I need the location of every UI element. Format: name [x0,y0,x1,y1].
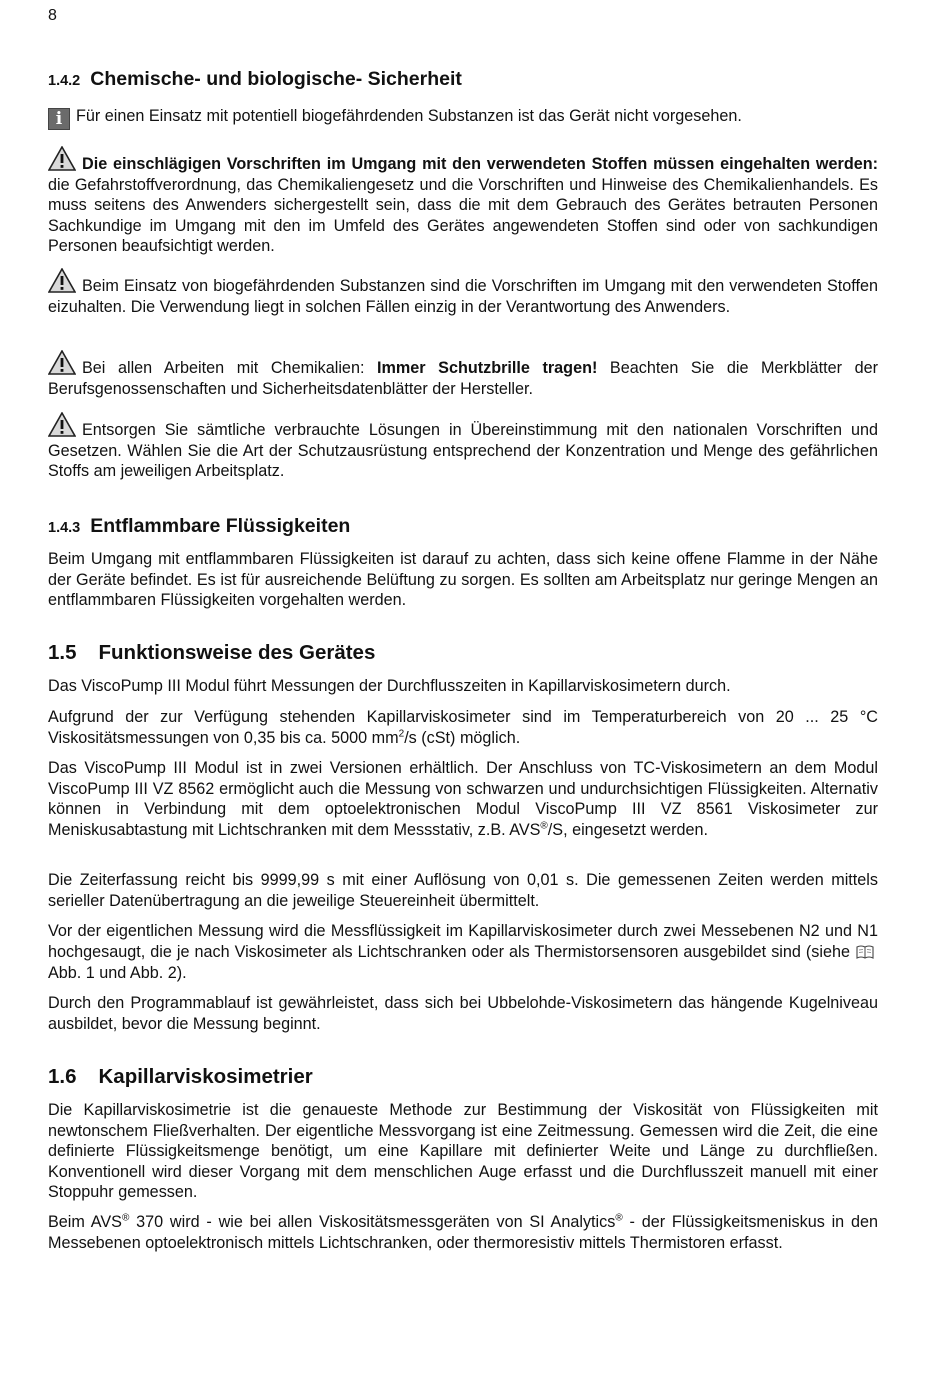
warning-4-text: Entsorgen Sie sämtliche verbrauchte Lösungen in Übereinstimmung mit den nationalen Vorschriften und Gesetzen. Wählen Sie die Art der Schutzausrüstung entsprechend der Konzentration und Menge des gefährlichen Stoffs am jeweiligen Arbeitsplatz. [48,421,878,480]
warning-2-text: Beim Einsatz von biogefährdenden Substanzen sind die Vorschriften im Umgang mit den verwendeten Stoffen eizuhalten. Die Verwendung liegt in solchen Fällen einzig in der Verantwortung des Anwenders. [48,277,878,316]
section-heading-1-4-3 [48,514,350,540]
warning-icon [48,350,76,375]
superscript: 2 [398,728,405,740]
warning-1-text: die Gefahrstoffverordnung, das Chemikaliengesetz und die Vorschriften und Hinweise des Chemikalienhandels. Es muss seitens des Anwenders sichergestellt sein, dass die mit dem Gebrauch des Gerätes betrauten Personen Sachkundige im Umgang mit den im Umfeld des Gerätes angewendeten Stoffen sind oder von sachkundigen Personen beaufsichtigt werden. [48,175,878,255]
section-title: Entflammbare Flüssigkeiten [90,515,351,537]
text-run: Beim AVS [48,1213,122,1231]
section-title: Kapillarviskosimetrier [98,1065,313,1088]
section-title: Funktionsweise des Gerätes [98,641,376,664]
text-run: Aufgrund der zur Verfügung stehenden Kapillarviskosimeter sind im Temperaturbereich von 20 ... 25 °C Viskositätsmessungen von 0,35 bis ca. 5000 mm [48,708,878,747]
paragraph [48,758,878,840]
book-icon [856,944,874,962]
paragraph [48,921,878,984]
warning-icon [48,146,76,171]
paragraph: Beim Umgang mit entflammbaren Flüssigkeiten ist darauf zu achten, dass sich keine offene Flamme in der Nähe der Geräte befindet. Es ist für ausreichende Belüftung zu sorgen. Es sollten am Arbeitsplatz nur geringe Mengen an entflammbaren Flüssigkeiten vorgehalten werden. [48,550,878,609]
section-number: 1.4.3 [48,520,81,536]
text-run: /s (cSt) möglich. [404,728,521,747]
superscript: ® [121,1212,130,1224]
paragraph [48,707,878,748]
warning-3-bold: Immer Schutzbrille tragen! [377,359,598,377]
warning-3-post: Beachten Sie die Merkblätter der Berufsgenossenschaften und Sicherheitsdatenblätter der Hersteller. [48,359,878,398]
info-note [48,106,878,130]
warning-note-1 [48,146,878,257]
paragraph: Durch den Programmablauf ist gewährleistet, dass sich bei Ubbelohde-Viskosimetern das hängende Kugelniveau ausbildet, bevor die Messung beginnt. [48,994,878,1033]
superscript: ® [540,820,548,832]
warning-icon [48,268,76,293]
text-run: Abb. 1 und Abb. 2). [48,964,187,982]
text-run: 370 wird - wie bei allen Viskositätsmessgeräten von SI Analytics [129,1213,616,1231]
warning-3-pre: Bei allen Arbeiten mit Chemikalien: [82,359,378,377]
section-heading-1-5 [48,641,375,665]
warning-1-bold: Die einschlägigen Vorschriften im Umgang mit den verwendeten Stoffen müssen eingehalten werden: [82,155,878,173]
text-run: - der Flüssigkeitsmeniskus in den Messebenen optoelektronisch mittels Lichtschranken, oder thermoresistiv mittels Thermistoren erfasst. [48,1213,878,1252]
paragraph: Die Zeiterfassung reicht bis 9999,99 s mit einer Auflösung von 0,01 s. Die gemessenen Zeiten werden mittels serieller Datenübertragung an die jeweilige Steuereinheit übermittelt. [48,871,878,910]
paragraph: Das ViscoPump III Modul führt Messungen der Durchflusszeiten in Kapillarviskosimetern durch. [48,677,731,695]
info-note-text: Für einen Einsatz mit potentiell biogefährdenden Substanzen ist das Gerät nicht vorgesehen. [76,107,742,125]
text-run: Vor der eigentlichen Messung wird die Messflüssigkeit im Kapillarviskosimeter durch zwei Messebenen N2 und N1 hochgesaugt, die je nach Viskosimeter als Lichtschranken oder als Thermistorsensoren ausgebildet sind (siehe [48,922,878,961]
info-icon: i [48,108,70,130]
section-number: 1.6 [48,1065,77,1088]
section-heading-1-6 [48,1065,313,1089]
warning-icon [48,412,76,437]
warning-note-4 [48,412,878,482]
paragraph [48,1212,878,1253]
text-run: /S, eingesetzt werden. [547,820,708,839]
section-heading-1-4-2 [48,67,462,93]
page-number: 8 [48,7,57,24]
paragraph: Die Kapillarviskosimetrie ist die genaueste Methode zur Bestimmung der Viskosität von Flüssigkeiten mit newtonschem Fließverhalten. Der eigentliche Messvorgang ist eine Zeitmessung. Gemessen wird die Zeit, die eine definierte Flüssigkeitsmenge benötigt, um eine Kapillare mit definierter Weite und Länge zu durchfließen. Konventionell wird dieser Vorgang mit dem menschlichen Auge erfasst und die Durchflusszeit manuell mit einer Stoppuhr gemessen. [48,1101,878,1201]
section-title: Chemische- und biologische- Sicherheit [90,68,462,90]
warning-note-2 [48,268,878,317]
text-run: Das ViscoPump III Modul ist in zwei Versionen erhältlich. Der Anschluss von TC-Viskosimetern an dem Modul ViscoPump III VZ 8562 ermöglicht auch die Messung von schwarzen und undurchsichtigen Flüssigkeiten. Alternativ können in Verbindung mit dem optoelektronischen Modul ViscoPump III VZ 8561 Viskosimeter zur Meniskusabtastung mit Lichtschranken mit dem Messstativ, z.B. AVS [48,759,878,839]
warning-note-3 [48,350,878,399]
section-number: 1.4.2 [48,73,81,89]
superscript: ® [615,1212,623,1224]
section-number: 1.5 [48,641,77,664]
